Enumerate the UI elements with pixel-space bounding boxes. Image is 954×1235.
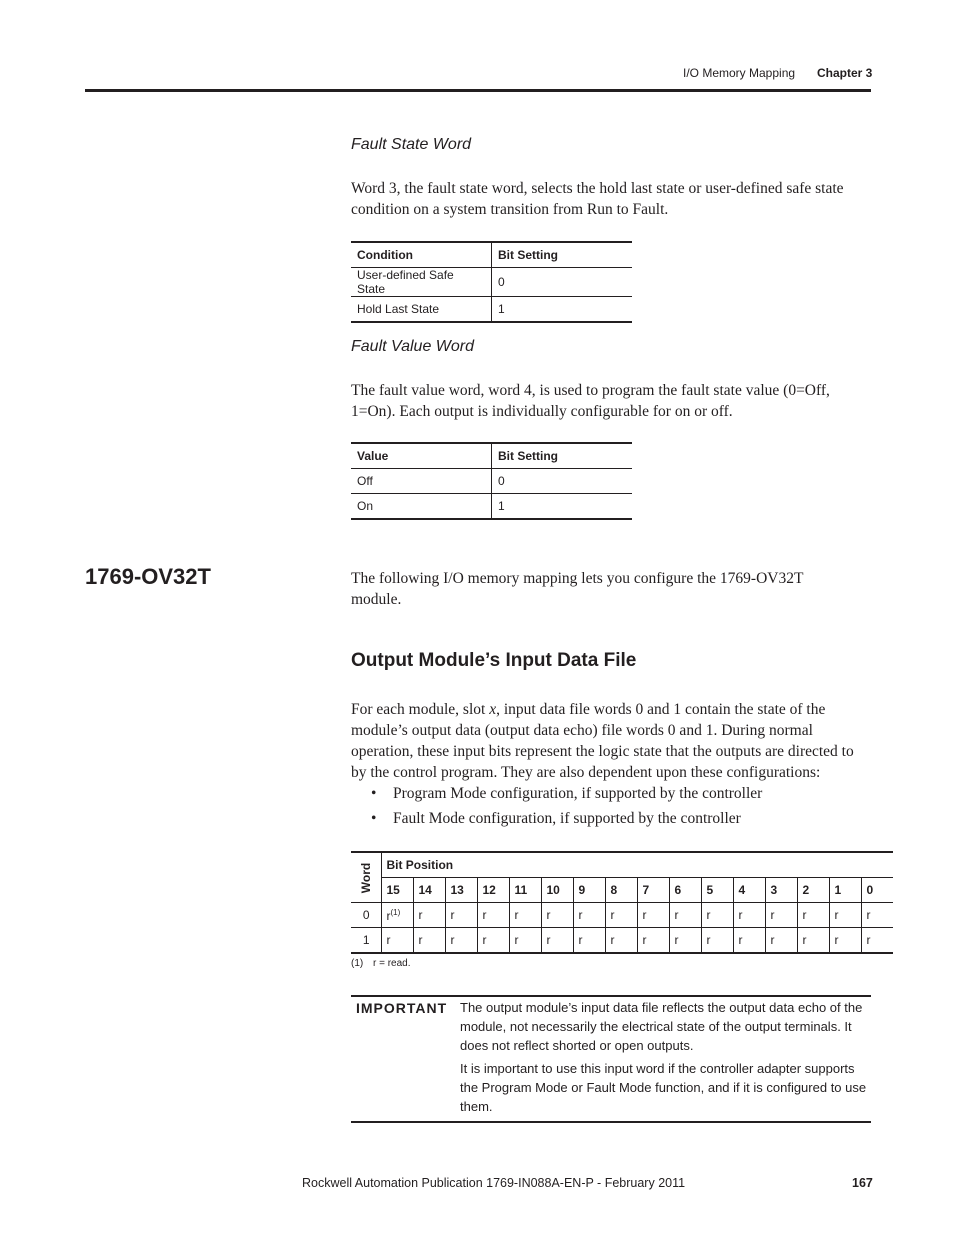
running-header-chapter: Chapter 3 [817, 66, 873, 80]
bit-cell [766, 928, 798, 954]
bit-cell [670, 928, 702, 954]
important-label: IMPORTANT [356, 1000, 448, 1016]
bit-number-cell: 15 [382, 878, 414, 903]
important-paragraph: It is important to use this input word if the controller adapter supports the Program Mode or Fault Mode function, and if it is configured to use them. [460, 1061, 867, 1114]
bit-value: r [866, 908, 871, 922]
bit-number-cell: 4 [734, 878, 766, 903]
bit-number-cell: 0 [862, 878, 894, 903]
header-rule [85, 89, 871, 92]
bit-cell [542, 903, 574, 928]
bit-value: r [802, 908, 807, 922]
word-number-cell: 1 [351, 928, 382, 954]
bit-value: r [770, 908, 775, 922]
bit-cell [478, 903, 510, 928]
table-header-row [351, 242, 632, 268]
fault-state-table [351, 241, 632, 323]
bit-cell [510, 903, 542, 928]
footnote-text: r = read. [373, 958, 411, 969]
bit-number-cell: 2 [798, 878, 830, 903]
bit-cell [446, 903, 478, 928]
bit-value: r [578, 933, 583, 947]
table-header: Value [351, 443, 492, 469]
bit-cell [606, 928, 638, 954]
bit-cell [766, 903, 798, 928]
bit-value: r [834, 908, 839, 922]
output-input-heading: Output Module’s Input Data File [351, 650, 637, 671]
bit-cell [862, 928, 894, 954]
bit-cell [574, 928, 606, 954]
bit-value: r [514, 908, 519, 922]
table-cell: 0 [492, 469, 633, 494]
body-text: For each module, slot [351, 701, 490, 718]
bit-value: r [450, 908, 455, 922]
table-cell: Off [351, 469, 492, 494]
important-bottom-rule [351, 1121, 871, 1123]
bit-cell [734, 903, 766, 928]
list-item: • Fault Mode configuration, if supported by the controller [371, 810, 741, 827]
table-cell: 1 [492, 494, 633, 520]
bit-value: r [610, 908, 615, 922]
table-row [351, 469, 632, 494]
bit-value: r [642, 908, 647, 922]
fault-value-heading: Fault Value Word [351, 338, 475, 355]
bit-number-cell: 14 [414, 878, 446, 903]
bit-number-cell: 5 [702, 878, 734, 903]
word-column-header [351, 852, 382, 903]
bit-cell [382, 928, 414, 954]
table-cell: 1 [492, 297, 633, 323]
section-intro: The following I/O memory mapping lets you configure the 1769-OV32T module. [351, 570, 804, 608]
bit-value: r [546, 933, 551, 947]
list-item: • Program Mode configuration, if supported by the controller [371, 785, 763, 802]
bit-cell [542, 928, 574, 954]
bit-cell [702, 903, 734, 928]
list-item-text: Program Mode configuration, if supported by the controller [393, 785, 763, 802]
fault-state-body: Word 3, the fault state word, selects the hold last state or user-defined safe state condition on a system transition from Run to Fault. [351, 180, 844, 218]
table-row [351, 297, 632, 323]
section-title: 1769-OV32T [85, 564, 211, 589]
bit-value: r [706, 908, 711, 922]
bit-value: r [418, 933, 423, 947]
bit-value: r [482, 908, 487, 922]
bit-position-table [351, 851, 893, 954]
word-label: Word [359, 862, 374, 893]
bit-cell [414, 928, 446, 954]
bit-number-cell: 13 [446, 878, 478, 903]
table-cell: On [351, 494, 492, 520]
output-input-body [351, 699, 866, 783]
bit-value: r [674, 908, 679, 922]
bit-cell [798, 903, 830, 928]
important-paragraph: The output module’s input data file reflects the output data echo of the module, not necessarily the electrical state of the output terminals. It does not reflect shorted or open outputs. [460, 1000, 863, 1053]
table-row [351, 928, 893, 954]
bit-cell [606, 903, 638, 928]
table-cell: Hold Last State [351, 297, 492, 323]
running-header-section: I/O Memory Mapping [683, 66, 796, 80]
bit-value: r [386, 908, 391, 923]
word-number-cell: 0 [351, 903, 382, 928]
bit-position-header: Bit Position [382, 852, 894, 878]
bit-cell [574, 903, 606, 928]
table-row [351, 268, 632, 297]
bit-value: r [674, 933, 679, 947]
bit-value: r [738, 908, 743, 922]
bit-value: r [514, 933, 519, 947]
table-cell: User-defined Safe State [351, 268, 492, 297]
bit-cell [446, 928, 478, 954]
bit-value: r [834, 933, 839, 947]
bit-cell [478, 928, 510, 954]
bit-cell [670, 903, 702, 928]
fault-state-heading: Fault State Word [351, 136, 472, 153]
bit-value: r [450, 933, 455, 947]
table-row [351, 494, 632, 520]
bit-number-cell: 10 [542, 878, 574, 903]
bit-number-cell: 11 [510, 878, 542, 903]
bit-number-cell: 9 [574, 878, 606, 903]
important-top-rule [351, 995, 871, 997]
bit-value: r [706, 933, 711, 947]
table-header: Bit Setting [492, 443, 633, 469]
bit-value: r [866, 933, 871, 947]
body-text: , input data file words 0 and 1 contain the state of the module’s output data (output data echo) file words 0 and 1. During normal operation, these input bits represent the logic state that the outputs are directed to by the control program. They are also dependent upon these configurations: [351, 701, 854, 781]
table-header: Bit Setting [492, 242, 633, 268]
bit-number-cell: 3 [766, 878, 798, 903]
bit-cell [382, 903, 414, 928]
bit-value: r [546, 908, 551, 922]
bit-value: r [578, 908, 583, 922]
bit-cell [638, 903, 670, 928]
bit-value: r [738, 933, 743, 947]
list-item-text: Fault Mode configuration, if supported by the controller [393, 810, 741, 827]
table-header: Condition [351, 242, 492, 268]
bit-value: r [610, 933, 615, 947]
bit-value: r [482, 933, 487, 947]
bit-value: r [418, 908, 423, 922]
footnote-number: (1) [351, 958, 364, 969]
bit-number-cell: 12 [478, 878, 510, 903]
table-cell: 0 [492, 268, 633, 297]
bit-cell [414, 903, 446, 928]
bit-cell [830, 903, 862, 928]
bit-cell [830, 928, 862, 954]
bit-value: r [770, 933, 775, 947]
bit-number-cell: 7 [638, 878, 670, 903]
bit-number-row [351, 878, 893, 903]
bit-cell [734, 928, 766, 954]
fault-value-table [351, 442, 632, 520]
footer-publication: Rockwell Automation Publication 1769-IN088A-EN-P - February 2011 [302, 1176, 686, 1190]
table-footnote [351, 958, 411, 969]
table-header-row [351, 443, 632, 469]
bit-cell [510, 928, 542, 954]
bit-cell [638, 928, 670, 954]
table-header-row [351, 852, 893, 878]
bit-number-cell: 6 [670, 878, 702, 903]
bit-number-cell: 1 [830, 878, 862, 903]
bit-cell [702, 928, 734, 954]
bit-value: r [642, 933, 647, 947]
fault-value-body: The fault value word, word 4, is used to program the fault state value (0=Off, 1=On). Each output is individually configurable for on or off. [351, 382, 830, 420]
bit-value: r [386, 933, 391, 947]
bit-cell [798, 928, 830, 954]
bit-value: r [802, 933, 807, 947]
page-number: 167 [852, 1176, 873, 1190]
footnote-ref: (1) [390, 907, 401, 917]
bit-cell [862, 903, 894, 928]
table-row [351, 903, 893, 928]
body-variable: x [489, 701, 497, 718]
bit-number-cell: 8 [606, 878, 638, 903]
